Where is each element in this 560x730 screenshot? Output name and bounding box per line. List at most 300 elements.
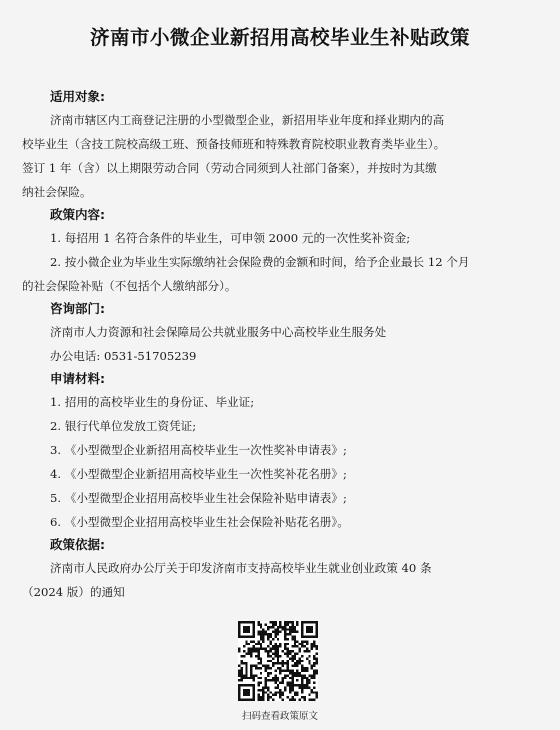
content-item-2-line-1: 2. 按小微企业为毕业生实际缴纳社会保险费的金额和时间，给予企业最长 12 个月 <box>50 255 470 269</box>
qr-module <box>291 636 293 638</box>
qr-module <box>303 684 305 686</box>
qr-module <box>279 682 281 684</box>
qr-module <box>284 621 286 623</box>
qr-module <box>267 686 269 688</box>
qr-module <box>267 672 269 674</box>
qr-module <box>286 667 288 669</box>
qr-module <box>243 645 245 647</box>
qr-module <box>282 682 284 684</box>
qr-module <box>265 650 267 652</box>
qr-module <box>277 657 279 659</box>
qr-module <box>301 691 303 693</box>
qr-module <box>311 636 313 638</box>
qr-module <box>294 684 296 686</box>
qr-module <box>240 621 242 623</box>
qr-module <box>253 633 255 635</box>
qr-module <box>279 655 281 657</box>
qr-module <box>289 650 291 652</box>
qr-module <box>308 628 310 630</box>
qr-module <box>245 631 247 633</box>
qr-module <box>301 669 303 671</box>
qr-module <box>245 667 247 669</box>
qr-module <box>291 638 293 640</box>
qr-module <box>284 677 286 679</box>
qr-module <box>286 660 288 662</box>
qr-module <box>274 662 276 664</box>
qr-module <box>267 626 269 628</box>
qr-module <box>284 623 286 625</box>
qr-code[interactable] <box>238 621 318 701</box>
qr-module <box>291 669 293 671</box>
qr-module <box>272 657 274 659</box>
qr-module <box>291 660 293 662</box>
qr-module <box>270 636 272 638</box>
qr-module <box>313 645 315 647</box>
qr-module <box>294 694 296 696</box>
qr-module <box>274 653 276 655</box>
qr-module <box>267 633 269 635</box>
qr-module <box>260 696 262 698</box>
qr-module <box>279 672 281 674</box>
qr-module <box>313 677 315 679</box>
qr-module <box>303 686 305 688</box>
qr-module <box>303 669 305 671</box>
qr-module <box>260 638 262 640</box>
qr-module <box>262 628 264 630</box>
qr-module <box>301 674 303 676</box>
qr-module <box>238 623 240 625</box>
qr-module <box>311 648 313 650</box>
basis-line-1: 济南市人民政府办公厅关于印发济南市支持高校毕业生就业创业政策 40 条 <box>50 561 432 575</box>
basis-heading: 政策依据: <box>50 537 105 552</box>
qr-module <box>243 689 245 691</box>
qr-module <box>299 662 301 664</box>
qr-module <box>301 667 303 669</box>
qr-module <box>282 677 284 679</box>
qr-module <box>257 631 259 633</box>
qr-module <box>240 684 242 686</box>
qr-module <box>248 628 250 630</box>
qr-module <box>272 626 274 628</box>
qr-module <box>274 628 276 630</box>
qr-module <box>313 657 315 659</box>
qr-module <box>277 648 279 650</box>
qr-module <box>248 650 250 652</box>
qr-module <box>277 677 279 679</box>
document-body <box>22 86 518 604</box>
qr-module <box>274 623 276 625</box>
qr-module <box>257 684 259 686</box>
qr-module <box>272 677 274 679</box>
qr-module <box>301 626 303 628</box>
qr-module <box>301 655 303 657</box>
qr-module <box>291 623 293 625</box>
qr-module <box>260 672 262 674</box>
qr-module <box>316 628 318 630</box>
qr-module <box>238 650 240 652</box>
qr-module <box>301 677 303 679</box>
qr-module <box>289 699 291 701</box>
qr-module <box>282 662 284 664</box>
qr-module <box>282 660 284 662</box>
qr-module <box>274 669 276 671</box>
qr-module <box>253 665 255 667</box>
qr-module <box>311 645 313 647</box>
qr-module <box>294 631 296 633</box>
qr-module <box>250 672 252 674</box>
qr-module <box>286 665 288 667</box>
qr-module <box>296 691 298 693</box>
qr-module <box>286 633 288 635</box>
qr-module <box>306 650 308 652</box>
qr-module <box>270 640 272 642</box>
qr-module <box>289 684 291 686</box>
qr-module <box>245 636 247 638</box>
qr-module <box>255 650 257 652</box>
qr-module <box>267 679 269 681</box>
qr-module <box>245 640 247 642</box>
qr-module <box>238 691 240 693</box>
qr-module <box>260 631 262 633</box>
qr-module <box>243 636 245 638</box>
qr-module <box>301 665 303 667</box>
qr-module <box>294 636 296 638</box>
qr-module <box>301 631 303 633</box>
qr-module <box>274 621 276 623</box>
qr-module <box>245 699 247 701</box>
qr-module <box>260 682 262 684</box>
consult-department: 济南市人力资源和社会保障局公共就业服务中心高校毕业生服务处 <box>50 325 387 339</box>
qr-module <box>262 633 264 635</box>
qr-module <box>238 669 240 671</box>
qr-module <box>248 694 250 696</box>
qr-module <box>238 621 240 623</box>
qr-module <box>296 665 298 667</box>
qr-module <box>286 684 288 686</box>
qr-module <box>291 650 293 652</box>
qr-module <box>270 648 272 650</box>
qr-module <box>274 674 276 676</box>
qr-module <box>291 682 293 684</box>
qr-module <box>306 628 308 630</box>
qr-module <box>257 677 259 679</box>
qr-module <box>308 631 310 633</box>
qr-module <box>240 677 242 679</box>
qr-module <box>245 628 247 630</box>
qr-module <box>306 686 308 688</box>
qr-module <box>311 667 313 669</box>
qr-module <box>262 636 264 638</box>
qr-module <box>253 640 255 642</box>
qr-module <box>265 686 267 688</box>
qr-module <box>267 699 269 701</box>
qr-module <box>286 638 288 640</box>
qr-module <box>291 689 293 691</box>
qr-module <box>301 636 303 638</box>
qr-module <box>265 633 267 635</box>
qr-module <box>296 674 298 676</box>
basis-line-2: （2024 版）的通知 <box>22 585 125 599</box>
qr-module <box>240 672 242 674</box>
qr-module <box>296 684 298 686</box>
qr-module <box>289 633 291 635</box>
qr-module <box>279 645 281 647</box>
qr-module <box>272 638 274 640</box>
qr-module <box>284 626 286 628</box>
qr-module <box>308 650 310 652</box>
qr-module <box>301 645 303 647</box>
qr-module <box>291 655 293 657</box>
qr-module <box>250 621 252 623</box>
qr-module <box>250 684 252 686</box>
materials-item: 4. 《小型微型企业新招用高校毕业生一次性奖补花名册》; <box>50 467 347 481</box>
qr-module <box>253 674 255 676</box>
qr-module <box>245 653 247 655</box>
qr-module <box>277 655 279 657</box>
qr-module <box>248 621 250 623</box>
qr-module <box>253 626 255 628</box>
qr-module <box>240 674 242 676</box>
qr-module <box>238 674 240 676</box>
qr-module <box>248 689 250 691</box>
qr-module <box>306 677 308 679</box>
qr-module <box>291 621 293 623</box>
qr-module <box>291 684 293 686</box>
qr-module <box>255 655 257 657</box>
qr-module <box>253 699 255 701</box>
qr-module <box>257 696 259 698</box>
qr-module <box>257 689 259 691</box>
qr-module <box>303 636 305 638</box>
qr-module <box>262 699 264 701</box>
qr-module <box>308 686 310 688</box>
qr-module <box>306 667 308 669</box>
qr-module <box>316 672 318 674</box>
qr-module <box>265 684 267 686</box>
qr-module <box>277 662 279 664</box>
qr-module <box>289 621 291 623</box>
qr-module <box>248 691 250 693</box>
qr-module <box>248 677 250 679</box>
qr-module <box>253 623 255 625</box>
qr-module <box>308 662 310 664</box>
qr-module <box>265 631 267 633</box>
qr-module <box>243 655 245 657</box>
qr-module <box>262 648 264 650</box>
qr-module <box>243 684 245 686</box>
qr-module <box>279 694 281 696</box>
qr-module <box>294 653 296 655</box>
qr-module <box>306 679 308 681</box>
qr-module <box>291 686 293 688</box>
qr-module <box>267 660 269 662</box>
qr-module <box>313 640 315 642</box>
qr-module <box>277 653 279 655</box>
qr-module <box>303 677 305 679</box>
qr-module <box>289 677 291 679</box>
qr-module <box>291 665 293 667</box>
qr-module <box>289 682 291 684</box>
qr-module <box>253 686 255 688</box>
qr-module <box>238 665 240 667</box>
qr-module <box>265 648 267 650</box>
qr-module <box>284 638 286 640</box>
qr-module <box>296 672 298 674</box>
qr-module <box>250 653 252 655</box>
qr-module <box>301 660 303 662</box>
qr-module <box>253 696 255 698</box>
qr-module <box>238 672 240 674</box>
qr-module <box>313 621 315 623</box>
qr-module <box>294 645 296 647</box>
qr-module <box>284 631 286 633</box>
qr-module <box>245 689 247 691</box>
qr-module <box>250 655 252 657</box>
qr-module <box>267 674 269 676</box>
qr-module <box>299 684 301 686</box>
qr-module <box>308 655 310 657</box>
qr-module <box>257 682 259 684</box>
qr-module <box>299 648 301 650</box>
qr-module <box>286 669 288 671</box>
applicable-heading: 适用对象: <box>50 89 105 104</box>
qr-module <box>240 636 242 638</box>
qr-module <box>274 682 276 684</box>
qr-module <box>260 667 262 669</box>
qr-module <box>282 650 284 652</box>
qr-module <box>265 669 267 671</box>
qr-module <box>267 653 269 655</box>
qr-module <box>272 665 274 667</box>
qr-module <box>277 684 279 686</box>
qr-module <box>260 626 262 628</box>
qr-module <box>279 662 281 664</box>
qr-module <box>296 694 298 696</box>
qr-module <box>240 679 242 681</box>
qr-module <box>316 623 318 625</box>
qr-module <box>296 645 298 647</box>
qr-module <box>294 691 296 693</box>
qr-module <box>257 653 259 655</box>
qr-module <box>270 696 272 698</box>
qr-module <box>243 631 245 633</box>
qr-module <box>253 650 255 652</box>
qr-module <box>238 648 240 650</box>
qr-module <box>301 686 303 688</box>
qr-module <box>272 623 274 625</box>
qr-module <box>253 621 255 623</box>
qr-code-image <box>238 621 318 701</box>
qr-module <box>250 665 252 667</box>
qr-module <box>250 674 252 676</box>
qr-module <box>253 648 255 650</box>
qr-module <box>277 631 279 633</box>
qr-module <box>248 631 250 633</box>
qr-module <box>267 636 269 638</box>
qr-module <box>248 648 250 650</box>
qr-module <box>299 699 301 701</box>
qr-module <box>270 672 272 674</box>
qr-module <box>253 645 255 647</box>
qr-module <box>272 621 274 623</box>
applicable-line-4: 纳社会保险。 <box>22 185 92 199</box>
qr-module <box>255 643 257 645</box>
qr-module <box>245 662 247 664</box>
qr-module <box>282 691 284 693</box>
qr-module <box>265 667 267 669</box>
qr-module <box>245 694 247 696</box>
qr-module <box>296 623 298 625</box>
materials-item: 1. 招用的高校毕业生的身份证、毕业证; <box>50 395 255 409</box>
qr-module <box>303 667 305 669</box>
qr-module <box>286 643 288 645</box>
qr-module <box>301 623 303 625</box>
qr-module <box>238 696 240 698</box>
qr-module <box>308 699 310 701</box>
qr-module <box>284 686 286 688</box>
qr-module <box>274 648 276 650</box>
qr-module <box>291 672 293 674</box>
qr-module <box>274 643 276 645</box>
qr-module <box>289 689 291 691</box>
qr-module <box>301 682 303 684</box>
qr-module <box>294 665 296 667</box>
qr-module <box>238 689 240 691</box>
qr-module <box>238 636 240 638</box>
qr-module <box>255 667 257 669</box>
qr-module <box>282 669 284 671</box>
qr-module <box>294 662 296 664</box>
qr-module <box>284 689 286 691</box>
qr-module <box>250 669 252 671</box>
qr-module <box>301 684 303 686</box>
qr-module <box>243 674 245 676</box>
qr-module <box>311 677 313 679</box>
qr-module <box>248 636 250 638</box>
qr-module <box>311 691 313 693</box>
qr-module <box>296 621 298 623</box>
qr-module <box>286 623 288 625</box>
qr-module <box>270 655 272 657</box>
qr-module <box>286 650 288 652</box>
qr-module <box>279 626 281 628</box>
qr-module <box>301 689 303 691</box>
qr-module <box>316 633 318 635</box>
qr-module <box>279 623 281 625</box>
qr-module <box>306 631 308 633</box>
qr-module <box>267 689 269 691</box>
qr-module <box>286 628 288 630</box>
qr-module <box>289 691 291 693</box>
qr-module <box>286 621 288 623</box>
qr-module <box>245 665 247 667</box>
qr-module <box>267 696 269 698</box>
qr-module <box>245 677 247 679</box>
qr-module <box>279 667 281 669</box>
qr-module <box>240 660 242 662</box>
qr-module <box>308 682 310 684</box>
qr-module <box>253 628 255 630</box>
qr-module <box>257 640 259 642</box>
qr-module <box>291 657 293 659</box>
qr-module <box>313 636 315 638</box>
qr-module <box>286 682 288 684</box>
materials-heading: 申请材料: <box>50 371 105 386</box>
qr-module <box>316 657 318 659</box>
qr-module <box>243 650 245 652</box>
materials-item: 3. 《小型微型企业新招用高校毕业生一次性奖补申请表》; <box>50 443 347 457</box>
qr-module <box>299 674 301 676</box>
